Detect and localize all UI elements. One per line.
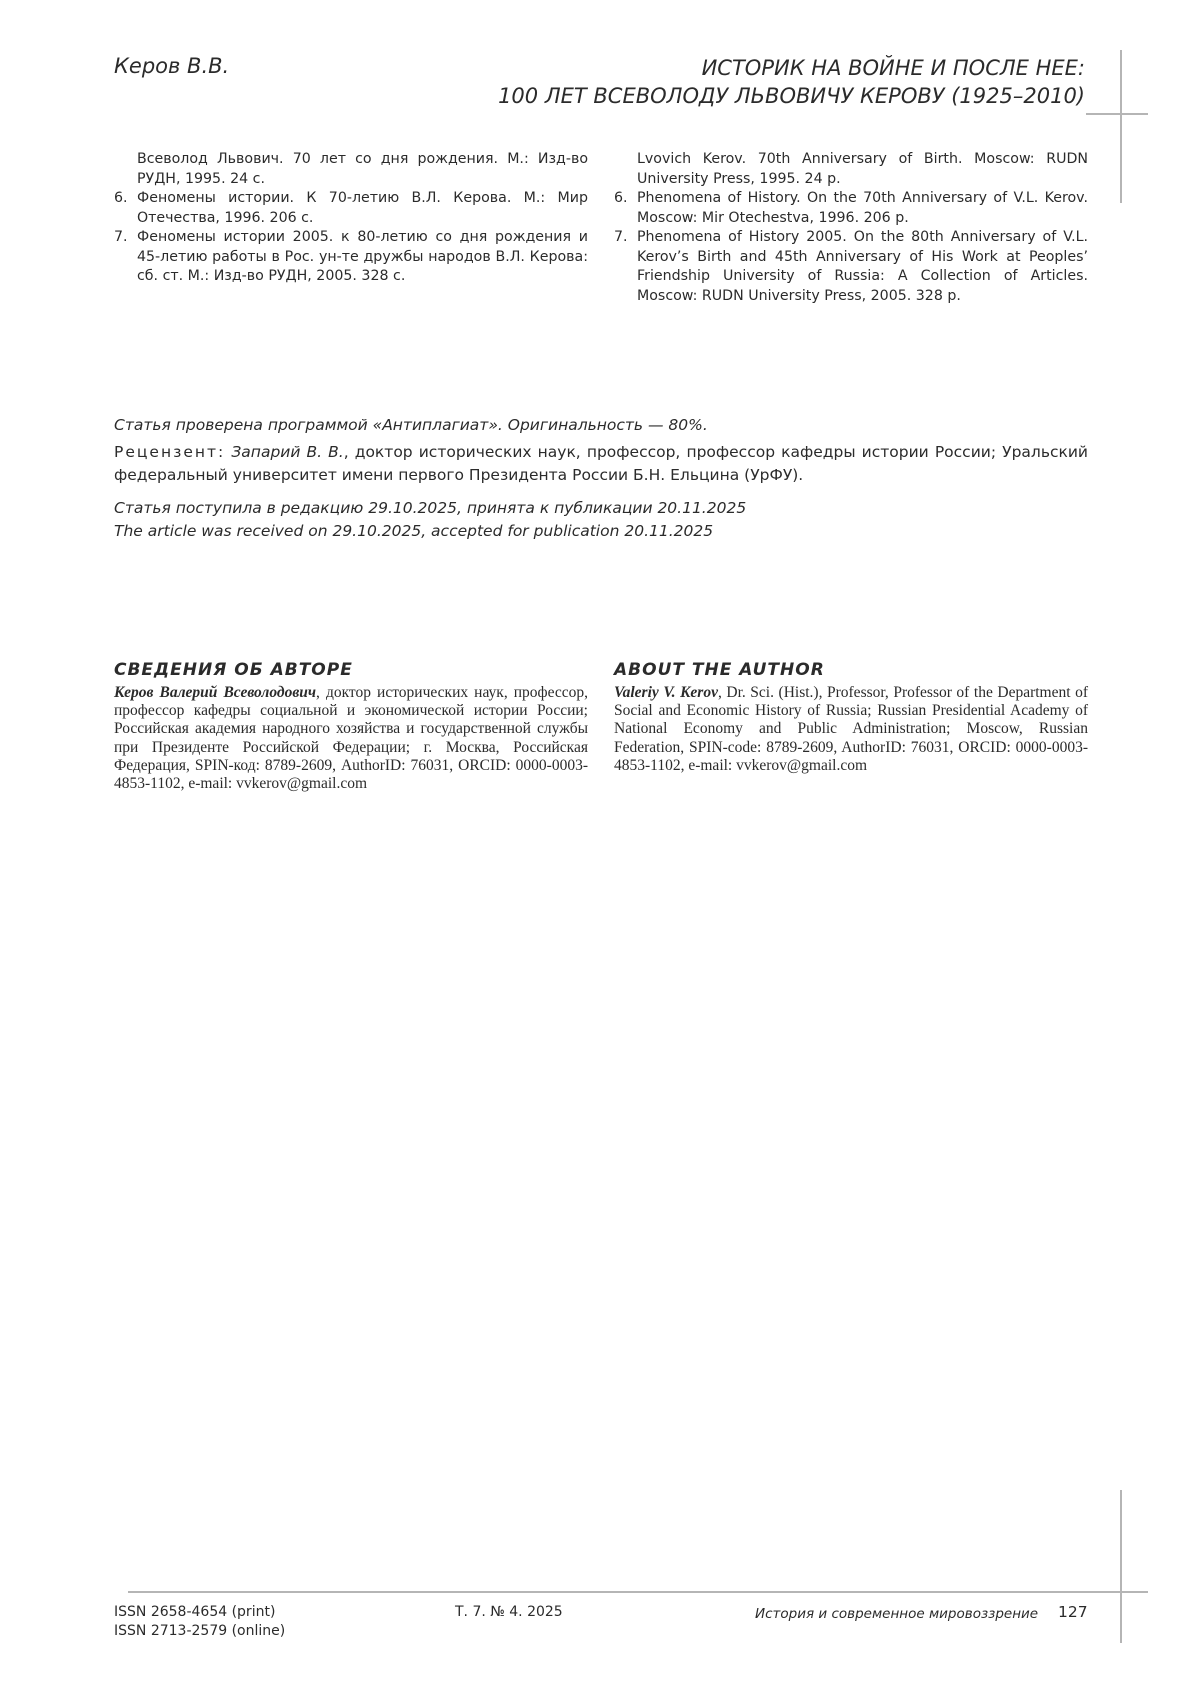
running-author: Керов В.В. — [114, 54, 230, 78]
reference-list — [114, 189, 588, 287]
received-note — [114, 497, 1088, 543]
reference-continued: Lvovich Kerov. 70th Anniversary of Birth. Moscow: RUDN University Press, 1995. 24 p. — [637, 151, 1088, 187]
reference-number: 6. — [614, 190, 628, 206]
author-bio — [614, 684, 1088, 775]
reference-text: Феномены истории. К 70-летию В.Л. Керова. М.: Мир Отечества, 1996. 206 с. — [137, 190, 588, 226]
reference-text: Phenomena of History 2005. On the 80th Anniversary of V.L. Kerov’s Birth and 45th Anniversary of His Work at Peoples’ Friendship University of Russia: A Collection of Articles. Moscow: RUDN University Press, 2005. 328 p. — [637, 229, 1088, 304]
author-details: , Dr. Sci. (Hist.), Professor, Professor of the Department of Social and Economic History of Russia; Russian Presidential Academy of National Economy and Public Administration; Moscow, Russian Federation, SPIN-code: 8789-2609, AuthorID: 76031, ORCID: 0000-0003-4853-1102, e-mail: vvkerov@gmail.com — [614, 684, 1088, 774]
author-bio — [114, 684, 588, 793]
issn-print: ISSN 2658-4654 (print) — [114, 1604, 276, 1620]
author-details: , доктор исторических наук, профессор, профессор кафедры социальной и экономической истории России; Российская академия народного хозяйства и государственной службы при Президенте Российской Федерации; г. Москва, Российская Федерация, SPIN-код: 8789-2609, AuthorID: 76031, ORCID: 0000-0003-4853-1102, e-mail: vvkerov@gmail.com — [114, 684, 588, 793]
reference-number: 6. — [114, 190, 128, 206]
author-info-en — [614, 660, 1088, 775]
antiplagiat-note — [114, 414, 1088, 437]
author-name: Керов Валерий Всеволодович — [114, 684, 317, 701]
received-en: The article was received on 29.10.2025, accepted for publication 20.11.2025 — [114, 522, 714, 540]
header-vertical-rule — [1120, 50, 1122, 203]
references-en — [614, 150, 1088, 306]
reference-text: Phenomena of History. On the 70th Anniversary of V.L. Kerov. Moscow: Mir Otechestva, 1996. 206 p. — [637, 190, 1088, 226]
running-title-line2: 100 ЛЕТ ВСЕВОЛОДУ ЛЬВОВИЧУ КЕРОВУ (1925–2010) — [498, 84, 1085, 108]
footer-journal: История и современное мировоззрение — [755, 1606, 1039, 1622]
reference-item — [114, 189, 588, 228]
received-ru: Статья поступила в редакцию 29.10.2025, принята к публикации 20.11.2025 — [114, 499, 747, 517]
author-name: Valeriy V. Kerov — [614, 684, 718, 701]
reference-continued: Всеволод Львович. 70 лет со дня рождения. М.: Изд-во РУДН, 1995. 24 с. — [137, 151, 588, 187]
header-horizontal-rule — [1086, 113, 1148, 115]
footer-issn — [114, 1603, 285, 1641]
reference-list — [614, 189, 1088, 306]
page-number: 127 — [1058, 1603, 1088, 1621]
author-info-ru — [114, 660, 588, 793]
author-heading: СВЕДЕНИЯ ОБ АВТОРЕ — [114, 660, 353, 680]
author-heading: ABOUT THE AUTHOR — [614, 660, 825, 680]
reference-number: 7. — [614, 229, 628, 245]
reference-item — [614, 228, 1088, 306]
reference-item — [114, 228, 588, 287]
running-title — [385, 54, 1085, 110]
footer-volume: Т. 7. № 4. 2025 — [455, 1604, 563, 1620]
reviewer-label: Рецензент: — [114, 443, 226, 461]
footer-horizontal-rule — [128, 1591, 1148, 1593]
references-ru — [114, 150, 588, 287]
running-title-line1: ИСТОРИК НА ВОЙНЕ И ПОСЛЕ НЕЕ: — [701, 56, 1085, 80]
reference-number: 7. — [114, 229, 128, 245]
reviewer-name: Запарий В. В. — [231, 443, 344, 461]
footer-vertical-rule — [1120, 1490, 1122, 1643]
reference-item — [614, 189, 1088, 228]
antiplagiat-text: Статья проверена программой «Антиплагиат». Оригинальность — 80%. — [114, 416, 708, 434]
reference-text: Феномены истории 2005. к 80-летию со дня рождения и 45-летию работы в Рос. ун-те дружбы народов В.Л. Керова: сб. ст. М.: Изд-во РУДН, 2005. 328 с. — [137, 229, 588, 284]
issn-online: ISSN 2713-2579 (online) — [114, 1623, 286, 1639]
reviewer-note — [114, 441, 1088, 487]
reviewer-text: , доктор исторических наук, профессор, профессор кафедры истории России; Уральский федеральный университет имени первого Президента России Б.Н. Ельцина (УрФУ). — [114, 443, 1089, 484]
